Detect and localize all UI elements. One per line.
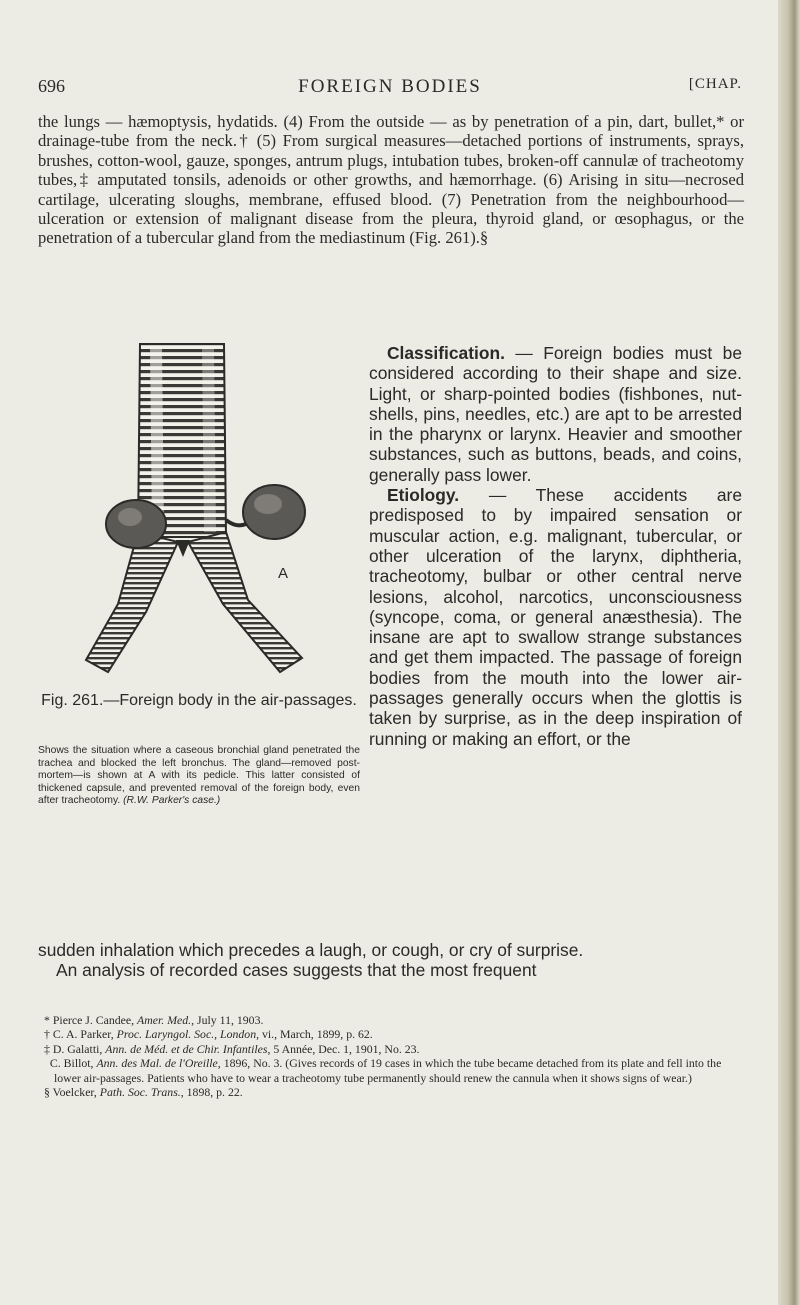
figure-caption-text: Shows the situation where a caseous bronchial gland penetrated the trachea and blocked the left bronchus. The gland—removed post-mortem—is shown at A with its pedicle. This latter consisted of thickened capsule, and prevented removal of the foreign body, even after tracheotomy.	[38, 745, 360, 807]
figure-261-illustration	[38, 342, 360, 692]
right-column	[369, 343, 742, 749]
running-header	[38, 76, 742, 106]
figure-credit: (R.W. Parker's case.)	[123, 795, 221, 807]
etiology-heading: Etiology.	[387, 485, 460, 506]
figure-title: Fig. 261.—Foreign body in the air-passages.	[41, 692, 357, 709]
page-edge-shadow	[778, 0, 800, 1305]
footnote: ‡ D. Galatti, Ann. de Méd. et de Chir. Infantiles, 5 Année, Dec. 1, 1901, No. 23.	[44, 1041, 420, 1056]
footnote: C. Billot, Ann. des Mal. de l'Oreille, 1896, No. 3. (Gives records of 19 cases in which the tube became detached from its plate and fell into the lower air-passages. Patients who have to wear a tracheotomy tube permanently should renew the cannula when it shows signs of wear.)	[49, 1056, 722, 1085]
figure-label-a: A	[278, 565, 289, 582]
running-title: FOREIGN BODIES	[298, 76, 482, 97]
footnotes	[38, 1013, 744, 1099]
classification-text: — Foreign bodies must be considered according to their shape and size. Light, or sharp-pointed bodies (fishbones, nut-shells, pins, needles, etc.) are apt to be arrested in the pharynx or larynx. Heavier and smoother substances, such as buttons, beads, and coins, generally pass lower.	[369, 343, 742, 485]
classification-paragraph	[369, 343, 742, 485]
page-number: 696	[38, 76, 65, 96]
trachea-bronchi-drawing	[38, 342, 360, 692]
chapter-label: [CHAP.	[688, 76, 742, 92]
full-width-text	[38, 940, 744, 981]
classification-heading: Classification.	[387, 343, 505, 363]
footnote: § Voelcker, Path. Soc. Trans., 1898, p. 22.	[44, 1085, 243, 1100]
analysis-line: An analysis of recorded cases suggests that the most frequent	[56, 960, 537, 981]
etiology-continuation: sudden inhalation which precedes a laugh, or cough, or cry of surprise.	[38, 940, 584, 960]
footnote: † C. A. Parker, Proc. Laryngol. Soc., London, vi., March, 1899, p. 62.	[44, 1027, 373, 1042]
etiology-paragraph	[369, 485, 742, 749]
figure-caption	[38, 745, 360, 808]
intro-paragraph: the lungs — hæmoptysis, hydatids. (4) From the outside — as by penetration of a pin, dart, bullet,* or drainage-tube from the neck.† (5) From surgical measures—detached portions of instruments, sprays, brushes, cotton-wool, gauze, sponges, antrum plugs, intubation tubes, broken-off cannulæ of tracheotomy tubes,‡ amputated tonsils, adenoids or other growths, and hæmorrhage. (6) Arising in situ—necrosed cartilage, ulcerating sloughs, membrane, effused blood. (7) Penetration from the neighbourhood—ulceration or extension of malignant disease from the pleura, thyroid gland, or œsophagus, or the penetration of a tubercular gland from the mediastinum (Fig. 261).§	[38, 112, 744, 248]
footnote: * Pierce J. Candee, Amer. Med., July 11, 1903.	[44, 1013, 264, 1027]
etiology-text: — These accidents are predisposed to by impaired sensation or muscular action, e.g. malignant, tubercular, or other ulceration of the larynx, diphtheria, tracheotomy, bulbar or other central nerve lesions, alcohol, narcotics, unconsciousness (syncope, coma, or general anæsthesia). The insane are apt to swallow strange substances and get them impacted. The passage of foreign bodies from the mouth into the lower air-passages generally occurs when the glottis is taken by surprise, as in the deep inspiration of running or making an effort, or the	[369, 485, 742, 749]
